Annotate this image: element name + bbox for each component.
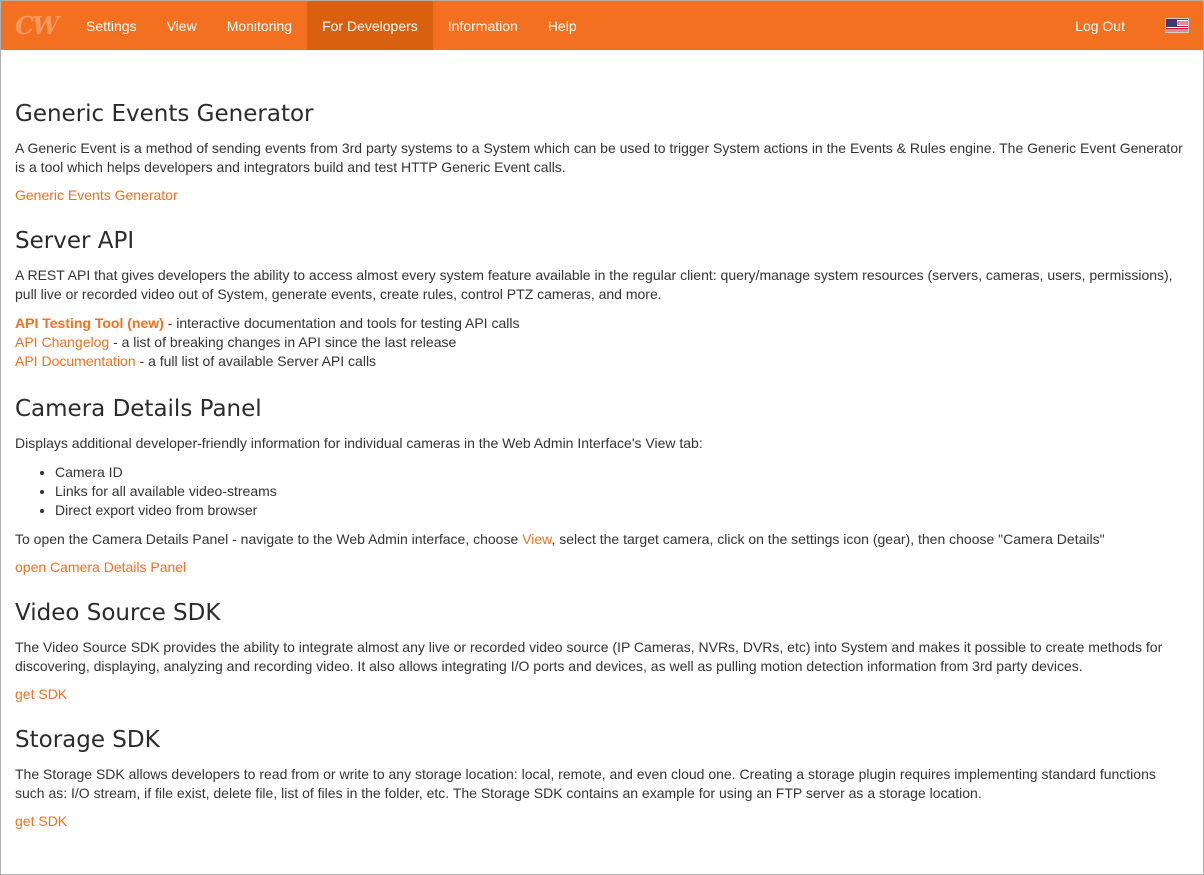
api-changelog-link[interactable]: API Changelog — [15, 334, 110, 350]
open-camera-details-link[interactable]: open Camera Details Panel — [15, 559, 187, 575]
api-link-row — [15, 352, 1185, 371]
section-storage-sdk — [15, 725, 1185, 829]
nav-information[interactable]: Information — [447, 17, 518, 34]
section-description: The Video Source SDK provides the ability to integrate almost any live or recorded video source (IP Cameras, NVRs, DVRs, etc) into System and makes it possible to create methods for discovering, displaying, analyzing and recording video. It also allows integrating I/O ports and devices, as well as pulling motion detection information from 3rd party devices. — [15, 639, 1163, 674]
list-item: • Direct export video from browser — [55, 501, 1185, 520]
main-content — [15, 99, 1185, 852]
api-link-description: - a list of breaking changes in API since the last release — [109, 334, 457, 350]
section-title: Camera Details Panel — [15, 396, 262, 422]
nav-for-developers[interactable]: For Developers — [307, 1, 433, 50]
nav-monitoring[interactable]: Monitoring — [226, 17, 293, 34]
api-testing-tool-link[interactable]: API Testing Tool (new) — [15, 315, 164, 331]
section-generic-events — [15, 99, 1185, 203]
api-link-description: - a full list of available Server API calls — [135, 353, 377, 369]
instructions-text: , select the target camera, click on the settings icon (gear), then choose "Camera Details" — [551, 531, 1105, 547]
section-description: A REST API that gives developers the ability to access almost every system feature available in the regular client: query/manage system resources (servers, cameras, users, permissions), pull live or recorded video out of System, generate events, create rules, control PTZ cameras, and more. — [15, 267, 1173, 302]
api-documentation-link[interactable]: API Documentation — [15, 353, 136, 369]
logout-button[interactable]: Log Out — [1075, 17, 1125, 34]
section-video-source-sdk — [15, 598, 1185, 702]
logo-text: CW — [15, 11, 58, 40]
logo[interactable] — [1, 1, 71, 50]
section-title: Server API — [15, 228, 135, 254]
camera-features-list — [55, 463, 1185, 520]
us-flag-icon[interactable] — [1165, 18, 1189, 33]
section-description: The Storage SDK allows developers to read from or write to any storage location: local, remote, and even cloud one. Creating a storage plugin requires implementing standard functions such as: I/O stream, if file exist, delete file, list of files in the folder, etc. The Storage SDK contains an example for using an FTP server as a storage location. — [15, 766, 1156, 801]
section-description: A Generic Event is a method of sending events from 3rd party systems to a System which can be used to trigger System actions in the Events & Rules engine. The Generic Event Generator is a tool which helps developers and integrators build and test HTTP Generic Event calls. — [15, 140, 1183, 175]
nav-view[interactable]: View — [166, 17, 197, 34]
section-title: Storage SDK — [15, 727, 160, 753]
instructions-text: To open the Camera Details Panel - navigate to the Web Admin interface, choose — [15, 531, 523, 547]
list-item: • Camera ID — [55, 463, 1185, 482]
top-navbar — [1, 1, 1203, 50]
list-item: • Links for all available video-streams — [55, 482, 1185, 501]
section-title: Generic Events Generator — [15, 101, 314, 127]
generic-events-generator-link[interactable]: Generic Events Generator — [15, 187, 178, 203]
camera-instructions — [15, 530, 1185, 549]
get-video-sdk-link[interactable]: get SDK — [15, 686, 68, 702]
section-description: Displays additional developer-friendly information for individual cameras in the Web Admin Interface's View tab: — [15, 435, 703, 451]
api-link-row — [15, 314, 1185, 333]
section-server-api — [15, 226, 1185, 371]
nav-help[interactable]: Help — [547, 17, 577, 34]
section-camera-details — [15, 394, 1185, 575]
get-storage-sdk-link[interactable]: get SDK — [15, 813, 68, 829]
section-title: Video Source SDK — [15, 600, 221, 626]
api-link-description: - interactive documentation and tools for testing API calls — [163, 315, 520, 331]
view-link[interactable]: View — [522, 531, 552, 547]
api-link-row — [15, 333, 1185, 352]
nav-settings[interactable]: Settings — [86, 17, 137, 34]
